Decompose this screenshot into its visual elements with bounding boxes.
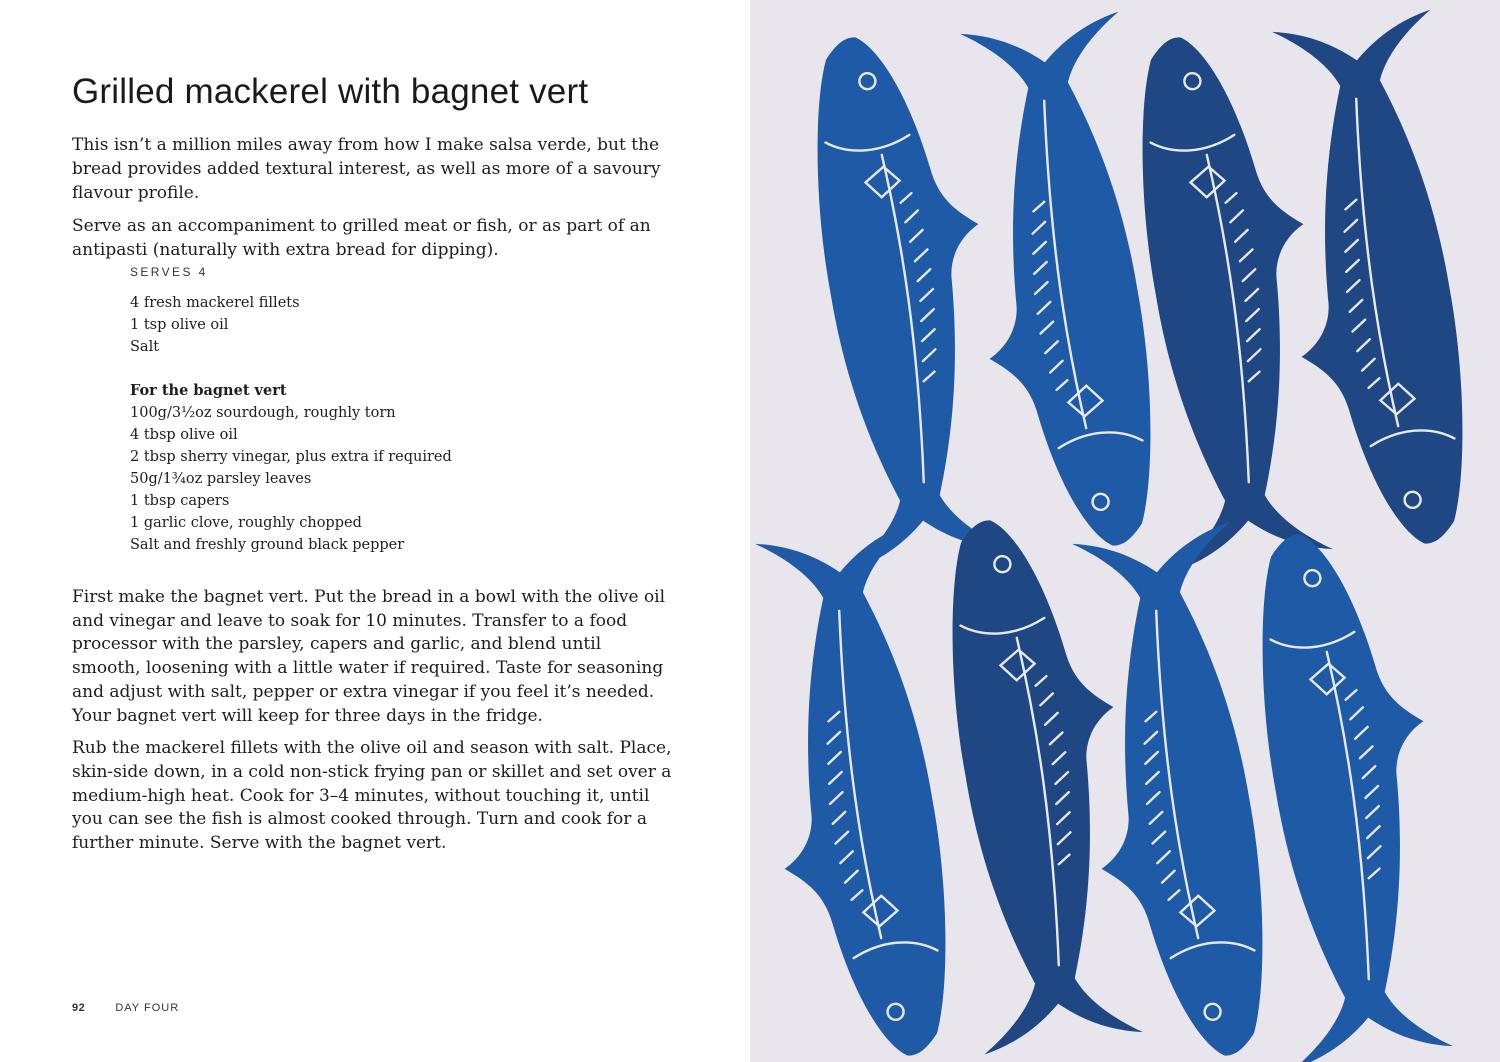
ingredient-item: 50g/1¾oz parsley leaves	[130, 471, 312, 487]
serves-label: SERVES 4	[130, 265, 208, 279]
mackerel-fish-5	[750, 522, 987, 1062]
recipe-title: Grilled mackerel with bagnet vert	[72, 72, 589, 111]
page-number: 92	[72, 1002, 86, 1014]
ingredient-item: 1 tbsp capers	[130, 493, 230, 509]
ingredient-item: 1 tsp olive oil	[130, 317, 229, 333]
mackerel-illustration	[750, 0, 1500, 1062]
ingredient-item: 2 tbsp sherry vinegar, plus extra if required	[130, 449, 452, 465]
mackerel-fish-4	[1256, 10, 1500, 558]
recipe-method	[72, 586, 672, 865]
fish-illustration-page	[750, 0, 1500, 1062]
ingredient-spacer	[130, 358, 550, 380]
page-footer	[72, 1002, 179, 1014]
recipe-intro	[72, 133, 672, 271]
ingredient-item: 100g/3½oz sourdough, roughly torn	[130, 405, 396, 421]
ingredient-item: 4 tbsp olive oil	[130, 427, 238, 443]
method-paragraph: Rub the mackerel fillets with the olive oil and season with salt. Place, skin-side down, in a cold non-stick frying pan or skillet and set over a medium-high heat. Cook for 3–4 minutes, without touching it, until you can see the fish is almost cooked through. Turn and cook for a further minute. Serve with the bagnet vert.	[72, 738, 672, 854]
mackerel-fish-6	[911, 507, 1159, 1055]
intro-paragraph: Serve as an accompaniment to grilled meat or fish, or as part of an antipasti (naturally with extra bread for dipping).	[72, 216, 651, 260]
ingredient-list	[130, 292, 550, 556]
ingredient-item: 4 fresh mackerel fillets	[130, 295, 300, 311]
ingredient-item: Salt and freshly ground black pepper	[130, 537, 405, 553]
ingredient-item: Salt	[130, 339, 160, 355]
ingredient-item: 1 garlic clove, roughly chopped	[130, 515, 362, 531]
method-paragraph: First make the bagnet vert. Put the bread in a bowl with the olive oil and vinegar and leave to soak for 10 minutes. Transfer to a food processor with the parsley, capers and garlic, and blend until smooth, loosening with a little water if required. Taste for seasoning and adjust with salt, pepper or extra vinegar if you feel it’s needed. Your bagnet vert will keep for three days in the fridge.	[72, 587, 666, 726]
section-name: DAY FOUR	[115, 1002, 180, 1014]
sauce-heading: For the bagnet vert	[130, 382, 287, 399]
mackerel-fish-1	[776, 24, 1024, 572]
intro-paragraph: This isn’t a million miles away from how I make salsa verde, but the bread provides added textural interest, as well as more of a savoury flavour profile.	[72, 135, 661, 203]
